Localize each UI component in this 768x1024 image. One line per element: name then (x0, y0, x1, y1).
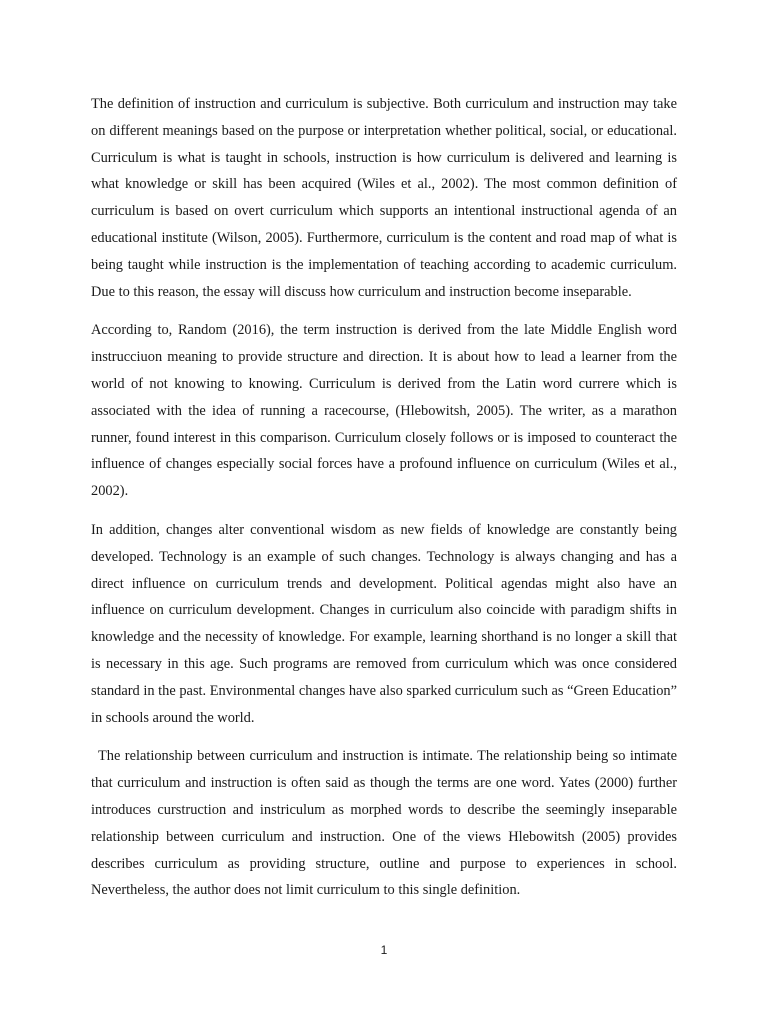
page-number: 1 (380, 943, 388, 957)
paragraph-2: According to, Random (2016), the term instruction is derived from the late Middle English word instrucciuon meaning to provide structure and direction. It is about how to lead a learner from the world of not knowing to knowing. Curriculum is derived from the Latin word currere which is associated with the idea of running a racecourse, (Hlebowitsh, 2005). The writer, as a marathon runner, found interest in this comparison. Curriculum closely follows or is imposed to counteract the influence of changes especially social forces have a profound influence on curriculum (Wiles et al., 2002). (91, 322, 677, 500)
paragraph-3: In addition, changes alter conventional wisdom as new fields of knowledge are constantly being developed. Technology is an example of such changes. Technology is always changing and has a direct influence on curriculum trends and development. Political agendas might also have an influence on curriculum development. Changes in curriculum also coincide with paradigm shifts in knowledge and the necessity of knowledge. For example, learning shorthand is no longer a skill that is necessary in this age. Such programs are removed from curriculum which was once considered standard in the past. Environmental changes have also sparked curriculum such as “Green Education” in schools around the world. (91, 521, 677, 726)
paragraph-1: The definition of instruction and curriculum is subjective. Both curriculum and instruction may take on different meanings based on the purpose or interpretation whether political, social, or educational. Curriculum is what is taught in schools, instruction is how curriculum is delivered and learning is what knowledge or skill has been acquired (Wiles et al., 2002). The most common definition of curriculum is based on overt curriculum which supports an intentional instructional agenda of an educational institute (Wilson, 2005). Furthermore, curriculum is the content and road map of what is being taught while instruction is the implementation of teaching according to academic curriculum. Due to this reason, the essay will discuss how curriculum and instruction become inseparable. (91, 96, 677, 300)
body-text (91, 91, 677, 916)
paragraph-4: The relationship between curriculum and instruction is intimate. The relationship being so intimate that curriculum and instruction is often said as though the terms are one word. Yates (2000) further introduces curstruction and instriculum as morphed words to describe the seemingly inseparable relationship between curriculum and instruction. One of the views Hlebowitsh (2005) provides describes curriculum as providing structure, outline and purpose to experiences in school. Nevertheless, the author does not limit curriculum to this single definition. (91, 748, 677, 899)
